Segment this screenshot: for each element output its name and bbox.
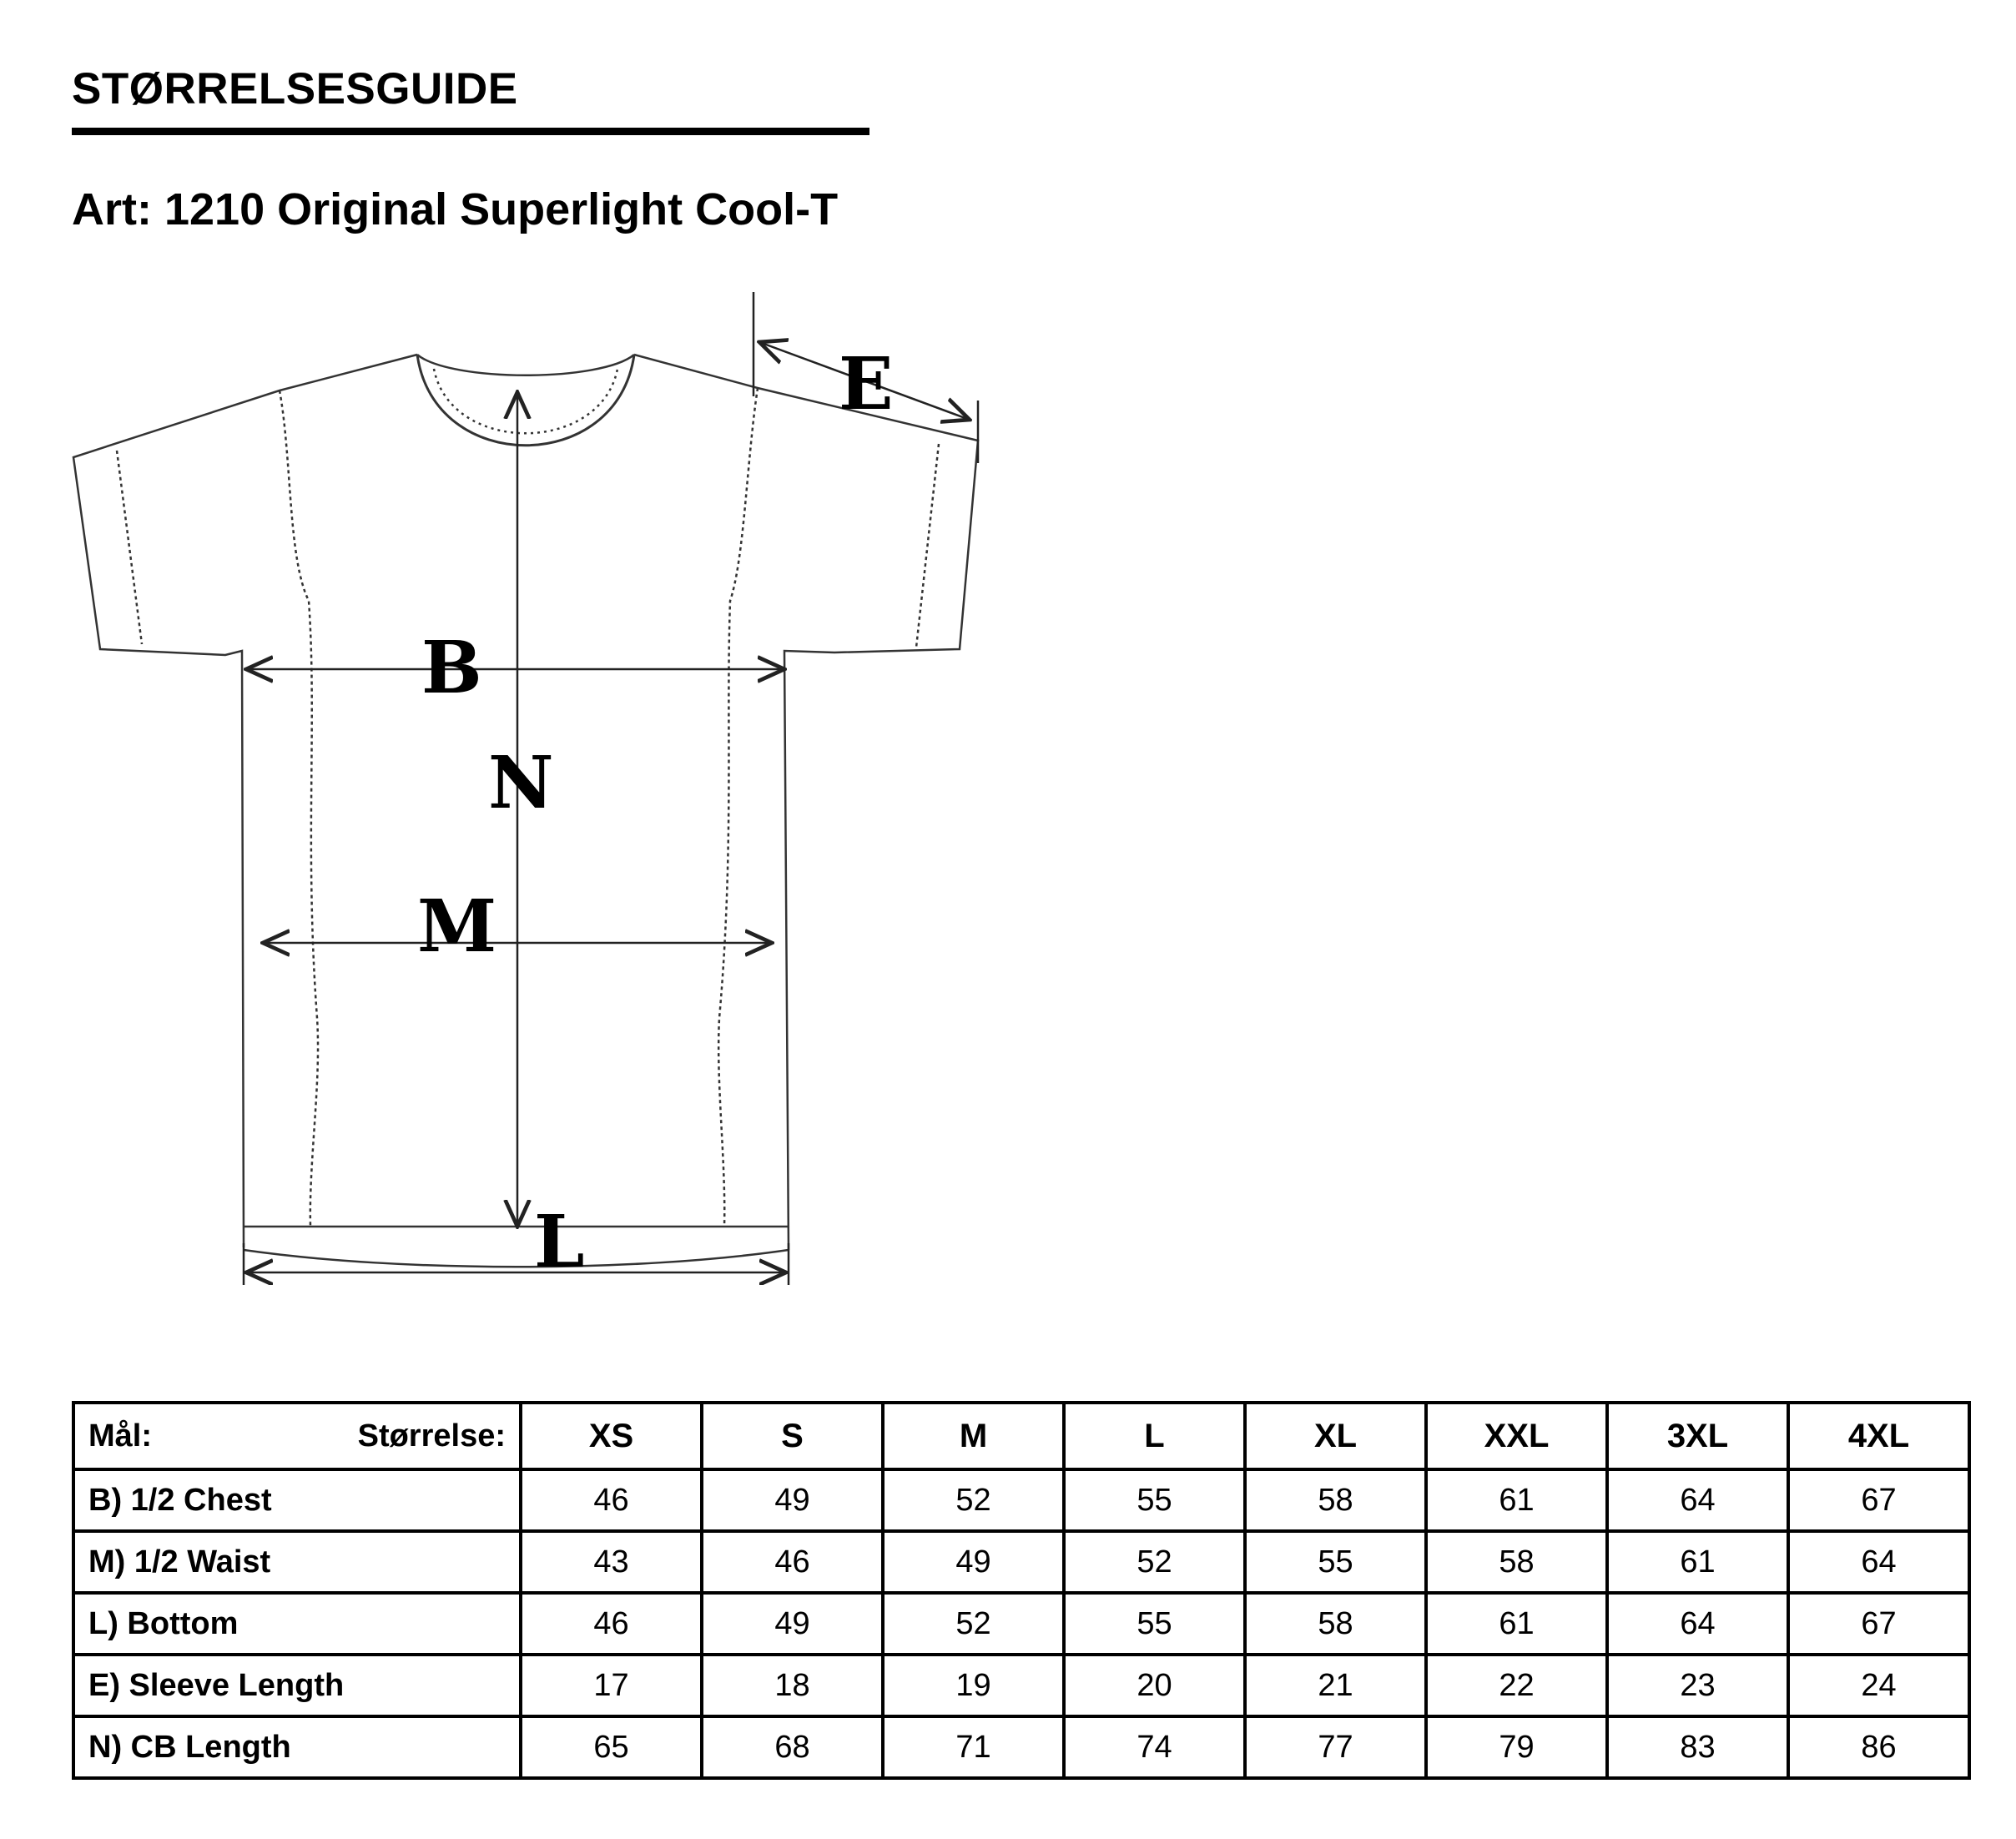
table-cell: 19	[883, 1655, 1064, 1716]
table-header-row	[73, 1403, 1969, 1469]
table-cell: 68	[702, 1716, 883, 1778]
table-cell: 61	[1426, 1469, 1607, 1531]
table-row	[73, 1531, 1969, 1593]
size-header: XXL	[1426, 1403, 1607, 1469]
row-label: N) CB Length	[73, 1716, 521, 1778]
table-row	[73, 1469, 1969, 1531]
table-cell: 58	[1426, 1531, 1607, 1593]
size-header: XS	[521, 1403, 702, 1469]
table-cell: 52	[883, 1593, 1064, 1655]
size-header: 4XL	[1788, 1403, 1969, 1469]
table-cell: 67	[1788, 1469, 1969, 1531]
table-cell: 52	[883, 1469, 1064, 1531]
table-cell: 79	[1426, 1716, 1607, 1778]
tshirt-measurement-diagram	[67, 284, 1026, 1285]
size-header: L	[1064, 1403, 1245, 1469]
label-n: N	[488, 741, 554, 825]
row-label: L) Bottom	[73, 1593, 521, 1655]
table-cell: 20	[1064, 1655, 1245, 1716]
size-label: Størrelse:	[357, 1418, 506, 1454]
table-row	[73, 1655, 1969, 1716]
table-row	[73, 1716, 1969, 1778]
table-cell: 61	[1607, 1531, 1788, 1593]
table-cell: 58	[1245, 1469, 1426, 1531]
table-cell: 55	[1064, 1469, 1245, 1531]
table-cell: 46	[521, 1469, 702, 1531]
table-cell: 58	[1245, 1593, 1426, 1655]
table-cell: 71	[883, 1716, 1064, 1778]
table-cell: 52	[1064, 1531, 1245, 1593]
measure-arrows	[244, 292, 978, 1285]
table-cell: 64	[1607, 1593, 1788, 1655]
size-header: S	[702, 1403, 883, 1469]
table-cell: 83	[1607, 1716, 1788, 1778]
label-e: E	[839, 342, 894, 426]
table-cell: 46	[521, 1593, 702, 1655]
table-cell: 67	[1788, 1593, 1969, 1655]
row-label: E) Sleeve Length	[73, 1655, 521, 1716]
table-cell: 22	[1426, 1655, 1607, 1716]
table-cell: 18	[702, 1655, 883, 1716]
table-cell: 49	[883, 1531, 1064, 1593]
table-cell: 77	[1245, 1716, 1426, 1778]
table-cell: 64	[1607, 1469, 1788, 1531]
table-cell: 49	[702, 1469, 883, 1531]
size-chart-table	[72, 1401, 1971, 1780]
header-label-cell	[73, 1403, 521, 1469]
table-cell: 55	[1064, 1593, 1245, 1655]
table-cell: 23	[1607, 1655, 1788, 1716]
label-m: M	[417, 884, 497, 969]
table-cell: 74	[1064, 1716, 1245, 1778]
table-cell: 65	[521, 1716, 702, 1778]
label-b: B	[421, 626, 482, 710]
title-underline	[72, 128, 869, 135]
table-cell: 55	[1245, 1531, 1426, 1593]
row-label: B) 1/2 Chest	[73, 1469, 521, 1531]
table-cell: 46	[702, 1531, 883, 1593]
table-cell: 21	[1245, 1655, 1426, 1716]
article-subtitle: Art: 1210 Original Superlight Cool-T	[72, 184, 839, 234]
size-header: M	[883, 1403, 1064, 1469]
row-label: M) 1/2 Waist	[73, 1531, 521, 1593]
size-header: XL	[1245, 1403, 1426, 1469]
table-cell: 64	[1788, 1531, 1969, 1593]
table-cell: 17	[521, 1655, 702, 1716]
measure-label: Mål:	[88, 1418, 152, 1454]
table-cell: 86	[1788, 1716, 1969, 1778]
size-header: 3XL	[1607, 1403, 1788, 1469]
table-cell: 24	[1788, 1655, 1969, 1716]
table-cell: 49	[702, 1593, 883, 1655]
label-l: L	[534, 1200, 585, 1284]
table-row	[73, 1593, 1969, 1655]
table-cell: 43	[521, 1531, 702, 1593]
page-title: STØRRELSESGUIDE	[72, 64, 518, 113]
table-cell: 61	[1426, 1593, 1607, 1655]
